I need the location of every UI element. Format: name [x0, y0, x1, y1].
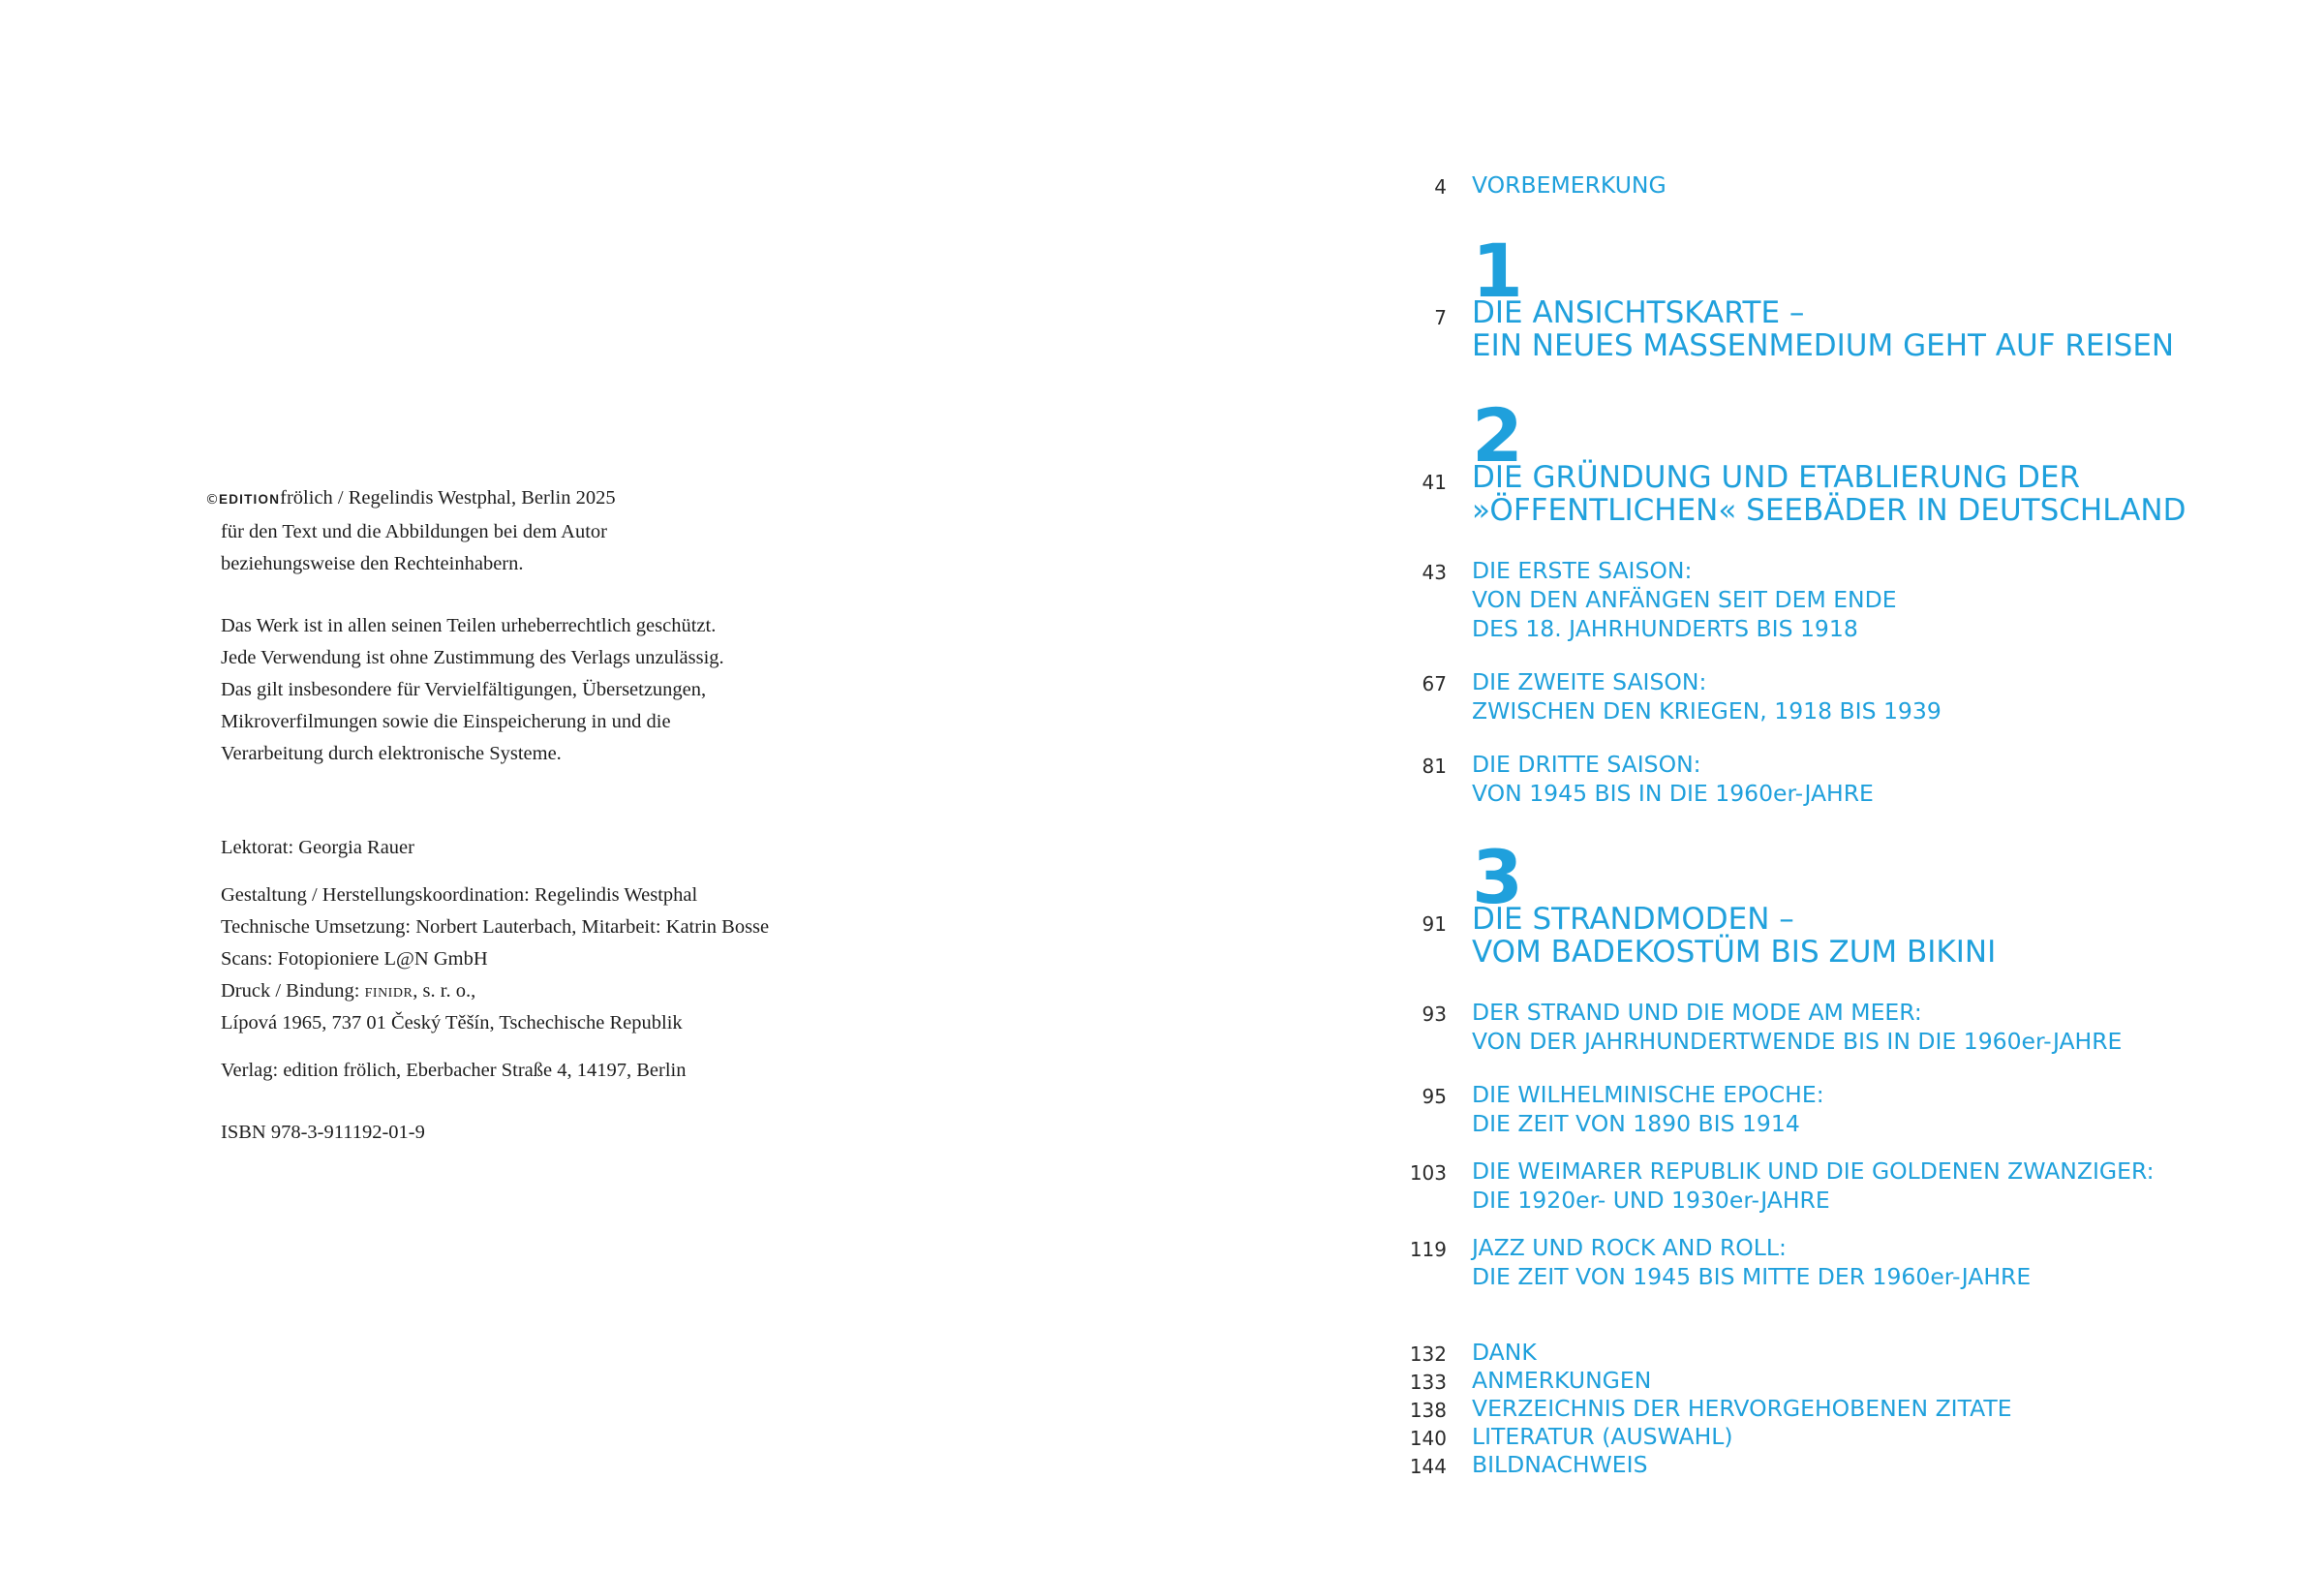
chapter-number: 3	[1472, 834, 1523, 920]
toc-title: BILDNACHWEIS	[1472, 1451, 1648, 1478]
toc-title-line: VON DER JAHRHUNDERTWENDE BIS IN DIE 1960er-JAHRE	[1472, 1028, 2123, 1055]
toc-chapter-title	[1472, 296, 2174, 362]
print-address: Lípová 1965, 737 01 Český Těšín, Tschechische Republik	[221, 1012, 683, 1033]
toc-page-number: 67	[1422, 672, 1447, 695]
toc-page-number: 41	[1422, 471, 1447, 494]
toc-section-title	[1472, 750, 1874, 808]
toc-title: VERZEICHNIS DER HERVORGEHOBENEN ZITATE	[1472, 1395, 2012, 1422]
toc-title: VORBEMERKUNG	[1472, 171, 1667, 199]
toc-section-title	[1472, 998, 2122, 1056]
toc-page-number: 119	[1409, 1238, 1447, 1261]
toc-title-line: DIE ERSTE SAISON:	[1472, 557, 1693, 584]
toc-title-line: VOM BADEKOSTÜM BIS ZUM BIKINI	[1472, 935, 1997, 970]
lektorat-line: Lektorat: Georgia Rauer	[221, 837, 414, 858]
toc-title-line: DIE STRANDMODEN –	[1472, 902, 1794, 937]
toc-section-title	[1472, 1157, 2154, 1215]
toc-chapter-title	[1472, 461, 2186, 527]
toc-title: ANMERKUNGEN	[1472, 1367, 1652, 1394]
toc-chapter-title	[1472, 903, 1996, 969]
toc-page-number: 91	[1422, 912, 1447, 936]
legal-line: Das Werk ist in allen seinen Teilen urheberrechtlich geschützt.	[221, 615, 717, 636]
toc-page-number: 95	[1422, 1085, 1447, 1108]
rights-line: für den Text und die Abbildungen bei dem Autor	[221, 521, 608, 542]
toc-title-line: DER STRAND UND DIE MODE AM MEER:	[1472, 999, 1922, 1026]
toc-title-line: DIE WILHELMINISCHE EPOCHE:	[1472, 1081, 1824, 1108]
toc-title-line: ZWISCHEN DEN KRIEGEN, 1918 BIS 1939	[1472, 697, 1942, 725]
toc-page-number: 140	[1409, 1427, 1447, 1450]
publisher-mark: EDITION	[219, 492, 281, 507]
toc-title-line: DIE DRITTE SAISON:	[1472, 751, 1701, 778]
print-prefix: Druck / Bindung:	[221, 980, 365, 1002]
copyright-symbol: ©	[205, 492, 219, 508]
toc-title-line: DIE 1920er- UND 1930er-JAHRE	[1472, 1187, 1830, 1214]
print-suffix: , s. r. o.,	[413, 980, 476, 1002]
toc-page-number: 138	[1409, 1399, 1447, 1422]
legal-line: Jede Verwendung ist ohne Zustimmung des Verlags unzulässig.	[221, 647, 724, 668]
toc-title-line: DIE GRÜNDUNG UND ETABLIERUNG DER	[1472, 460, 2081, 495]
chapter-number: 1	[1472, 228, 1523, 314]
isbn-line: ISBN 978-3-911192-01-9	[221, 1122, 425, 1143]
copyright-line	[205, 482, 883, 516]
legal-line: Verarbeitung durch elektronische Systeme.	[221, 743, 562, 764]
toc-page-number: 132	[1409, 1342, 1447, 1366]
credit-line: Gestaltung / Herstellungskoordination: Regelindis Westphal	[221, 884, 698, 906]
credit-line: Scans: Fotopioniere L@N GmbH	[221, 948, 488, 970]
toc-title-line: DIE ZEIT VON 1945 BIS MITTE DER 1960er-JAHRE	[1472, 1263, 2032, 1290]
toc-title: LITERATUR (AUSWAHL)	[1472, 1423, 1733, 1450]
toc-section-title	[1472, 1080, 1824, 1138]
chapter-number: 2	[1472, 392, 1523, 478]
toc-title-line: VON DEN ANFÄNGEN SEIT DEM ENDE	[1472, 586, 1897, 613]
toc-page-number: 43	[1422, 561, 1447, 584]
toc-title-line: DIE ANSICHTSKARTE –	[1472, 295, 1805, 330]
toc-page-number: 7	[1434, 306, 1447, 329]
legal-line: Mikroverfilmungen sowie die Einspeicherung in und die	[221, 711, 671, 732]
toc-page-number: 103	[1409, 1161, 1447, 1185]
toc-page-number: 133	[1409, 1371, 1447, 1394]
rights-line: beziehungsweise den Rechteinhabern.	[221, 553, 524, 574]
toc-title-line: VON 1945 BIS IN DIE 1960er-JAHRE	[1472, 780, 1874, 807]
table-of-contents	[1404, 0, 2276, 1573]
toc-title-line: JAZZ UND ROCK AND ROLL:	[1472, 1234, 1787, 1261]
credit-line: Technische Umsetzung: Norbert Lauterbach, Mitarbeit: Katrin Bosse	[221, 916, 770, 938]
toc-section-title	[1472, 667, 1942, 725]
toc-title-line: DIE WEIMARER REPUBLIK UND DIE GOLDENEN ZWANZIGER:	[1472, 1157, 2155, 1185]
toc-page-number: 4	[1434, 175, 1447, 199]
toc-title-line: »ÖFFENTLICHEN« SEEBÄDER IN DEUTSCHLAND	[1472, 493, 2186, 528]
toc-title-line: DIE ZWEITE SAISON:	[1472, 668, 1707, 695]
toc-section-title	[1472, 556, 1897, 643]
toc-page-number: 81	[1422, 755, 1447, 778]
legal-line: Das gilt insbesondere für Vervielfältigungen, Übersetzungen,	[221, 679, 707, 700]
toc-title-line: DIE ZEIT VON 1890 BIS 1914	[1472, 1110, 1800, 1137]
toc-title-line: DES 18. JAHRHUNDERTS BIS 1918	[1472, 615, 1858, 642]
verlag-line: Verlag: edition frölich, Eberbacher Straße 4, 14197, Berlin	[221, 1060, 687, 1081]
toc-page-number: 144	[1409, 1455, 1447, 1478]
toc-title-line: EIN NEUES MASSENMEDIUM GEHT AUF REISEN	[1472, 328, 2175, 363]
imprint	[205, 482, 883, 1149]
toc-title: DANK	[1472, 1339, 1537, 1366]
toc-page-number: 93	[1422, 1002, 1447, 1026]
print-line	[205, 975, 883, 1007]
copyright-text: frölich / Regelindis Westphal, Berlin 2025	[280, 487, 616, 509]
print-company: finidr	[364, 980, 413, 1002]
toc-section-title	[1472, 1233, 2031, 1291]
